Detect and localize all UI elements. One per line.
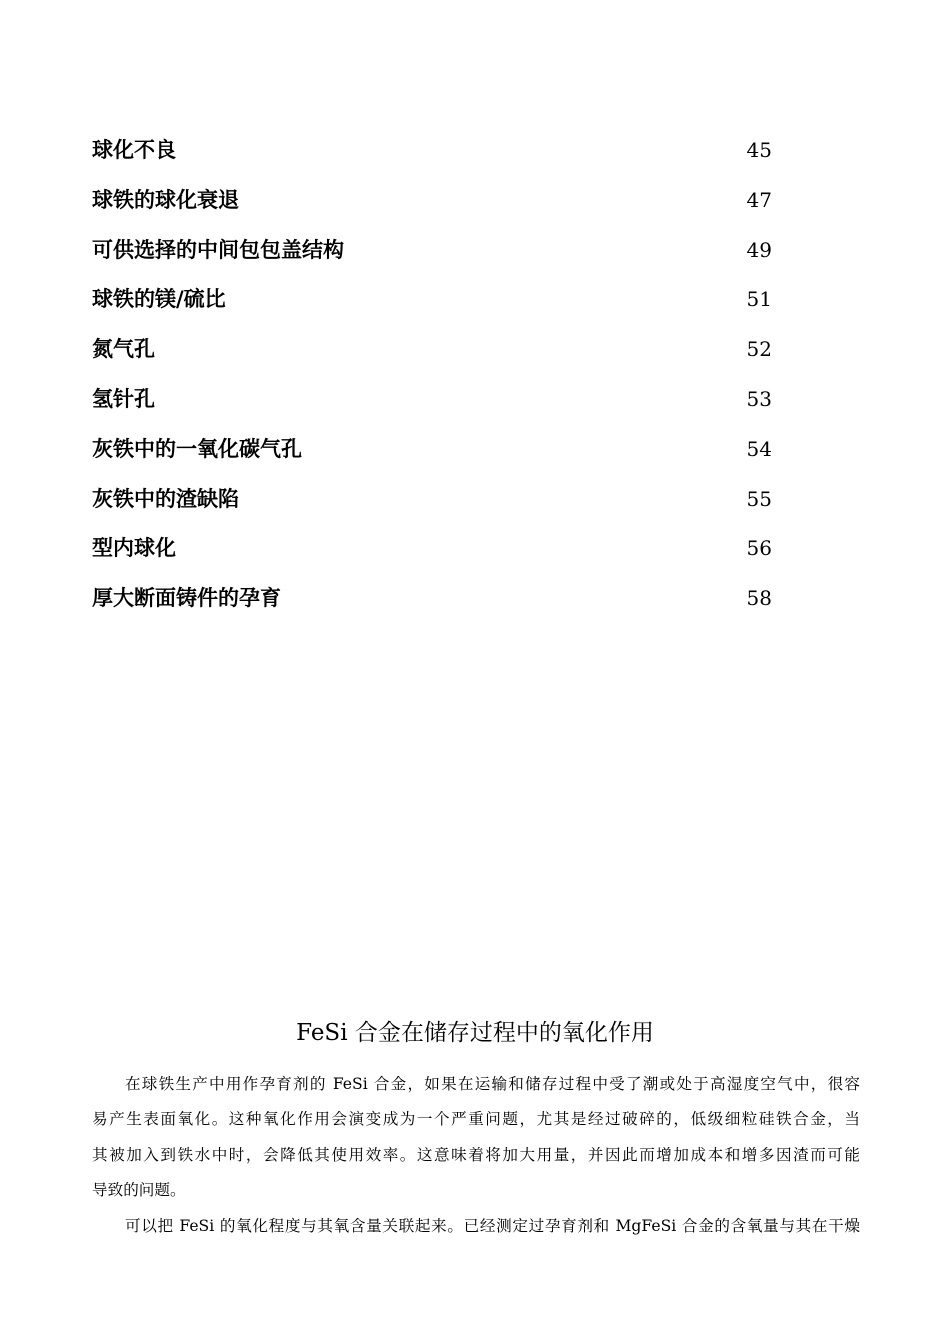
toc-entry[interactable] [92, 485, 772, 535]
toc-entry-title: 球铁的镁/硫比 [92, 286, 226, 312]
toc-entry-title: 球化不良 [92, 137, 176, 162]
toc-entry-page: 55 [746, 486, 772, 511]
toc-entry-title: 型内球化 [92, 535, 176, 561]
text-line: 可以把 FeSi 的氧化程度与其氧含量关联起来。已经测定过孕育剂和 MgFeSi 合金的含氧量与其在干燥 [125, 1216, 860, 1235]
toc-entry[interactable] [92, 186, 772, 236]
toc-entry-page: 47 [746, 187, 772, 212]
table-of-contents [92, 136, 772, 634]
toc-entry[interactable] [92, 584, 772, 634]
toc-entry-page: 52 [746, 337, 772, 362]
toc-entry-title: 氮气孔 [92, 336, 155, 362]
text-line: 易产生表面氧化。这种氧化作用会演变成为一个严重问题，尤其是经过破碎的，低级细粒硅铁合金，当 [92, 1110, 860, 1129]
toc-entry-page: 54 [746, 436, 772, 461]
text-line: 其被加入到铁水中时，会降低其使用效率。这意味着将加大用量，并因此而增加成本和增多因渣而可能 [92, 1145, 860, 1164]
toc-entry[interactable] [92, 335, 772, 385]
toc-entry-page: 45 [746, 138, 772, 162]
toc-entry[interactable] [92, 385, 772, 435]
toc-entry[interactable] [92, 236, 772, 286]
toc-entry-page: 56 [746, 536, 772, 561]
toc-entry-page: 49 [746, 237, 772, 262]
section-title: FeSi 合金在储存过程中的氧化作用 [296, 1020, 654, 1046]
toc-entry[interactable] [92, 534, 772, 584]
toc-entry-page: 58 [746, 586, 772, 611]
toc-entry-title: 厚大断面铸件的孕育 [92, 585, 281, 611]
toc-entry-page: 51 [746, 287, 772, 312]
text-line: 在球铁生产中用作孕育剂的 FeSi 合金，如果在运输和储存过程中受了潮或处于高湿度空气中，很容 [125, 1075, 860, 1093]
section-body [92, 1067, 860, 1244]
paragraph [92, 1067, 860, 1209]
toc-entry[interactable] [92, 136, 772, 186]
toc-entry-title: 灰铁中的渣缺陷 [92, 485, 239, 511]
toc-entry-title: 氢针孔 [92, 385, 155, 411]
toc-entry[interactable] [92, 285, 772, 335]
toc-entry-title: 灰铁中的一氧化碳气孔 [92, 435, 302, 461]
toc-entry-title: 可供选择的中间包包盖结构 [92, 236, 344, 262]
toc-entry[interactable] [92, 435, 772, 485]
text-line: 导致的问题。 [92, 1181, 186, 1200]
paragraph [92, 1209, 860, 1244]
toc-entry-title: 球铁的球化衰退 [92, 186, 239, 212]
toc-entry-page: 53 [746, 386, 772, 411]
